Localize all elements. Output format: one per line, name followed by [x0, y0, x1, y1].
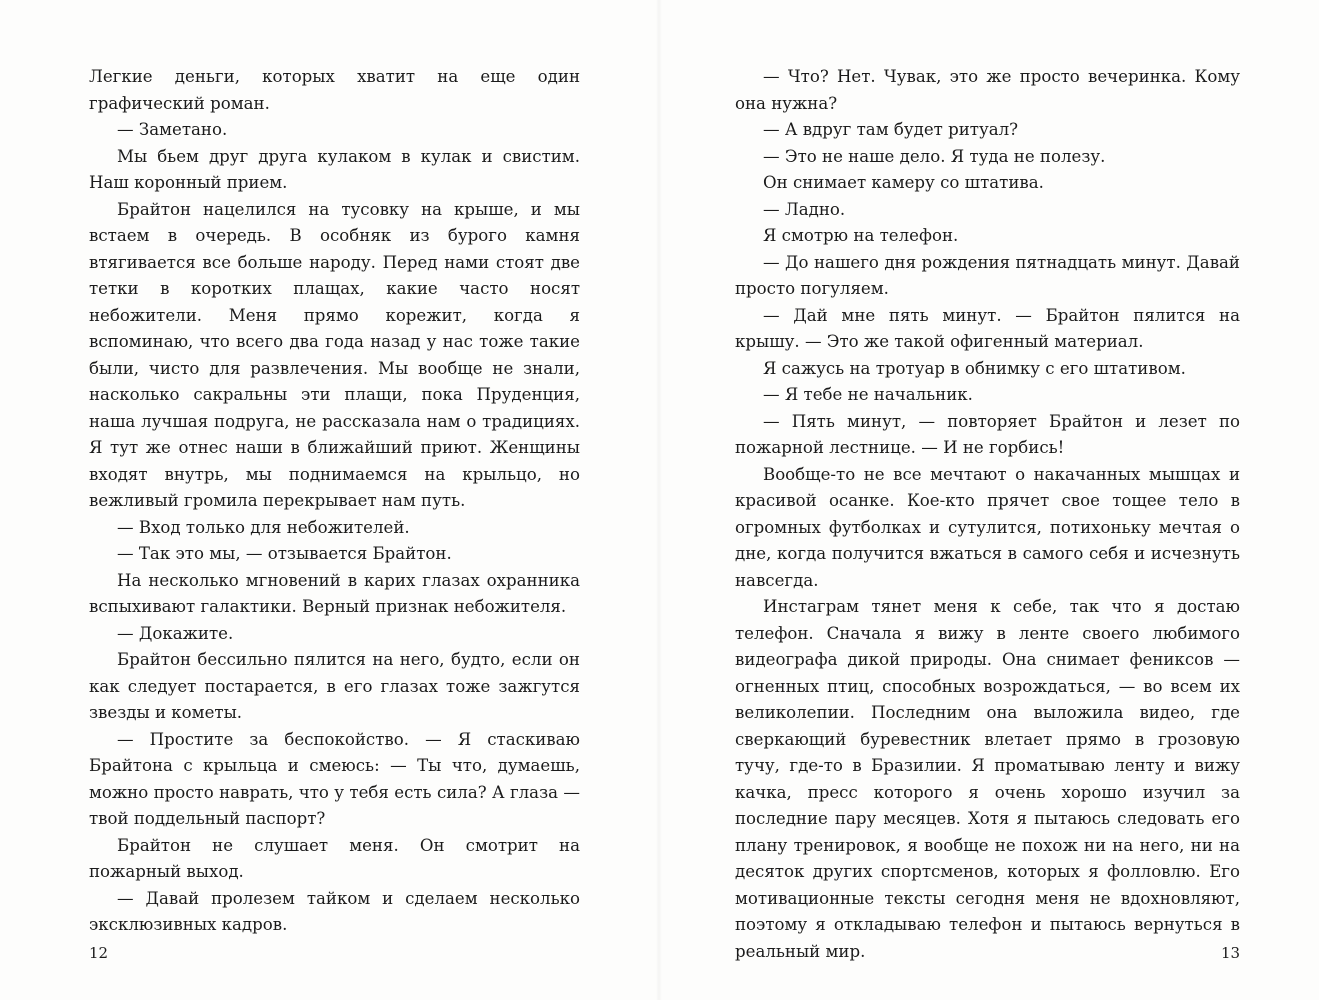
right-paragraph: Инстаграм тянет меня к себе, так что я достаю телефон. Сначала я вижу в ленте своего любимого видеографа дикой природы. Она снимает фениксов — огненных птиц, способных возрождаться, — во всем их великолепии. Последним она выложила видео, где сверкающий буревестник влетает прямо в грозовую тучу, где-то в Бразилии. Я проматываю ленту и вижу качка, пресс которого я очень хорошо изучил за последние пару месяцев. Хотя я пытаюсь следовать его плану тренировок, я вообще не похож ни на него, ни на десяток других спортсменов, которых я фолловлю. Его мотивационные тексты сегодня меня не вдохновляют, поэтому я откладываю телефон и пытаюсь вернуться в реальный мир. [735, 597, 1240, 961]
right-paragraph: — Это не наше дело. Я туда не полезу. [763, 146, 1106, 166]
left-paragraph: — Простите за беспокойство. — Я стаскиваю Брайтона с крыльца и смеюсь: — Ты что, думаешь, можно просто наврать, что у тебя есть сила? А глаза — твой поддельный паспорт? [89, 729, 580, 828]
right-paragraph: — Что? Нет. Чувак, это же просто вечеринка. Кому она нужна? [735, 67, 1240, 113]
left-paragraph: — Вход только для небожителей. [117, 517, 410, 537]
right-paragraph: Я сажусь на тротуар в обнимку с его штативом. [763, 358, 1186, 378]
left-paragraph: — Заметано. [117, 120, 228, 139]
right-paragraph: — Я тебе не начальник. [763, 385, 973, 404]
left-paragraph: Брайтон не слушает меня. Он смотрит на пожарный выход. [89, 835, 580, 881]
book-gutter [656, 0, 662, 1000]
right-paragraph: — Пять минут, — повторяет Брайтон и лезет по пожарной лестнице. — И не горбись! [735, 411, 1240, 457]
left-paragraph: Мы бьем друг друга кулаком в кулак и свистим. Наш коронный прием. [89, 146, 580, 192]
left-paragraph: Легкие деньги, которых хватит на еще один графический роман. [89, 67, 580, 113]
right-paragraph: Он снимает камеру со штатива. [763, 173, 1044, 192]
right-paragraph: — До нашего дня рождения пятнадцать минут. Давай просто погуляем. [735, 252, 1240, 298]
left-paragraph: — Докажите. [117, 623, 234, 643]
left-paragraph: На несколько мгновений в карих глазах охранника вспыхивают галактики. Верный признак небожителя. [89, 570, 580, 616]
right-paragraph: — Дай мне пять минут. — Брайтон пялится на крышу. — Это же такой офигенный материал. [735, 305, 1240, 351]
left-paragraph: — Так это мы, — отзывается Брайтон. [117, 544, 452, 563]
left-paragraph: Брайтон бессильно пялится на него, будто, если он как следует постарается, в его глазах тоже зажгутся звезды и кометы. [89, 650, 580, 722]
left-paragraph: Брайтон нацелился на тусовку на крыше, и мы встаем в очередь. В особняк из бурого камня втягивается все больше народу. Перед нами стоят две тетки в коротких плащах, какие часто носят небожители. Меня прямо корежит, когда я вспоминаю, что всего два года назад у нас тоже такие были, чисто для развлечения. Мы вообще не знали, насколько сакральны эти плащи, пока Пруденция, наша лучшая подруга, не рассказала нам о традициях. Я тут же отнес наши в ближайший приют. Женщины входят внутрь, мы поднимаемся на крыльцо, но вежливый громила перекрывает нам путь. [89, 199, 580, 510]
page-number-left: 12 [89, 944, 109, 962]
right-page-text [735, 64, 1240, 965]
right-paragraph: Я смотрю на телефон. [763, 226, 959, 245]
right-paragraph: — А вдруг там будет ритуал? [763, 120, 1019, 139]
page-number-right: 13 [1221, 944, 1241, 962]
left-page-text [89, 64, 580, 939]
right-paragraph: Вообще-то не все мечтают о накачанных мышцах и красивой осанке. Кое-кто прячет свое тощее тело в огромных футболках и сутулится, потихоньку мечтая о дне, когда получится вжаться в самого себя и исчезнуть навсегда. [735, 464, 1240, 590]
right-paragraph: — Ладно. [763, 199, 846, 219]
left-paragraph: — Давай пролезем тайком и сделаем несколько эксклюзивных кадров. [89, 888, 580, 934]
